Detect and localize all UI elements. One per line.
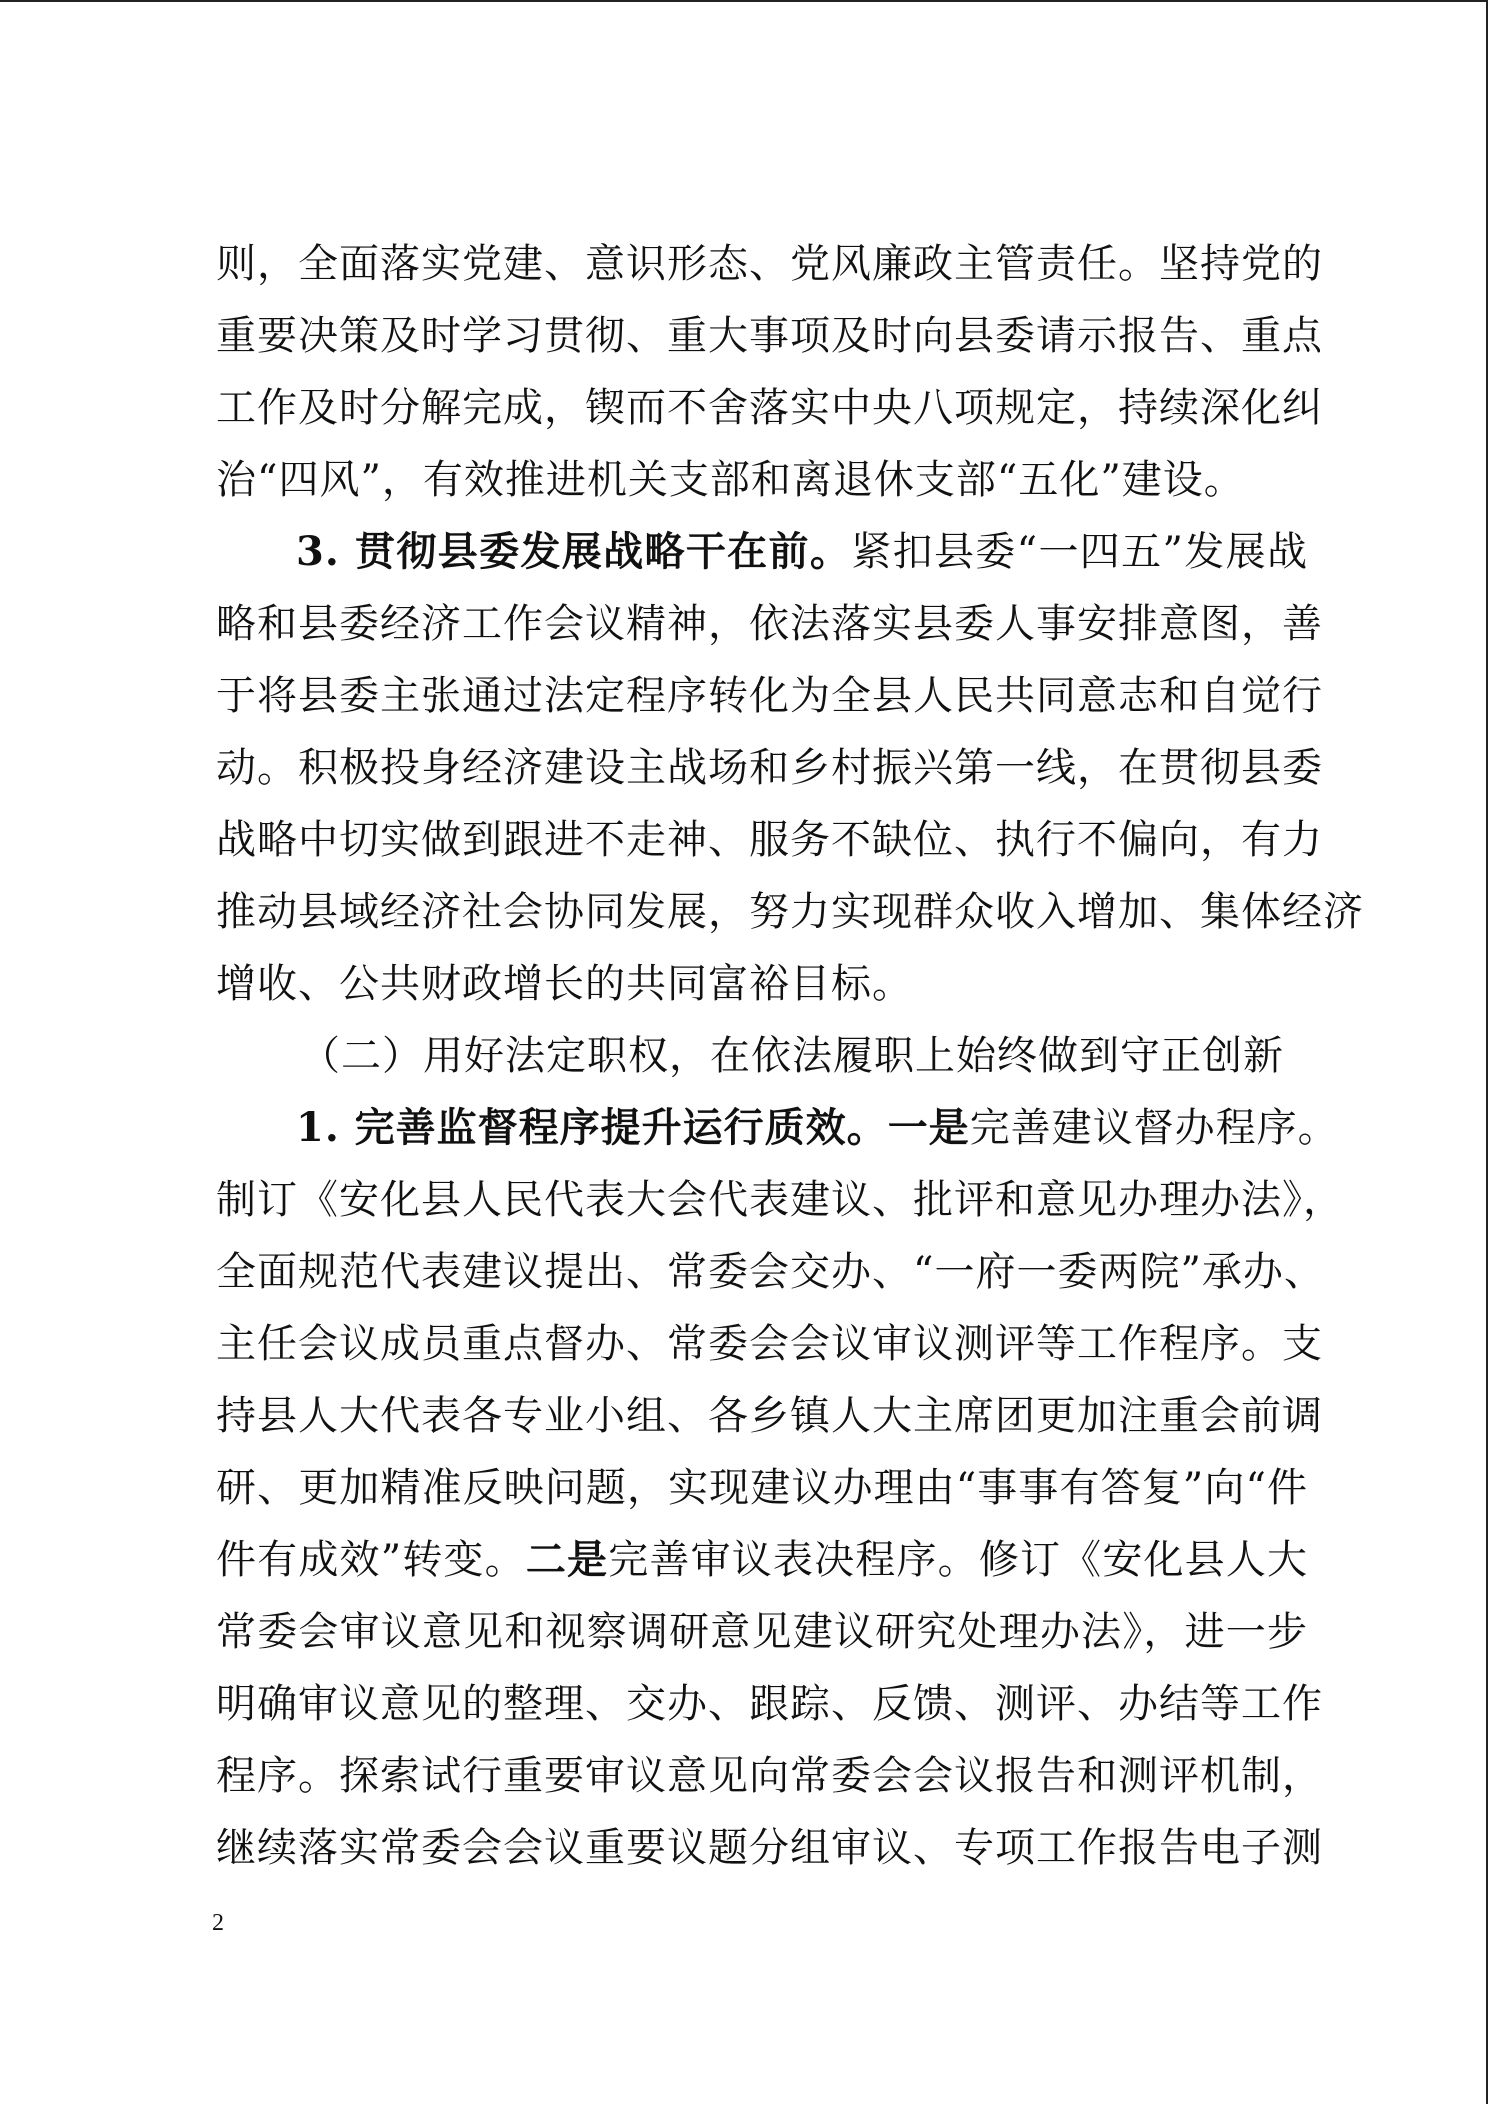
section-heading: （二）用好法定职权，在依法履职上始终做到守正创新 [300,1033,1284,1079]
text-line: 推动县域经济社会协同发展，努力实现群众收入增加、集体经济 [216,889,1364,935]
text-line: 战略中切实做到跟进不走神、服务不缺位、执行不偏向，有力 [216,817,1323,863]
text-line: 常委会审议意见和视察调研意见建议研究处理办法》，进一步 [216,1609,1308,1655]
text-line: 全面规范代表建议提出、常委会交办、“一府一委两院”承办、 [216,1249,1325,1295]
text-line: 继续落实常委会会议重要议题分组审议、专项工作报告电子测 [216,1825,1323,1871]
text-line: 略和县委经济工作会议精神，依法落实县委人事安排意图，善 [216,601,1323,647]
enumeration-marker: 二是 [525,1536,609,1583]
text-line: 制订《安化县人民代表大会代表建议、批评和意见办理办法》， [216,1177,1344,1223]
paragraph-1 [216,228,1323,516]
text-line: 工作及时分解完成，锲而不舍落实中央八项规定，持续深化纠 [216,385,1323,431]
text-line: 主任会议成员重点督办、常委会会议审议测评等工作程序。支 [216,1321,1323,1367]
text-line: 于将县委主张通过法定程序转化为全县人民共同意志和自觉行 [216,673,1323,719]
text-line: 研、更加精准反映问题，实现建议办理由“事事有答复”向“件 [216,1465,1308,1511]
text-run: 完善建议督办程序。 [969,1105,1339,1151]
text-line: 治“四风”，有效推进机关支部和离退休支部“五化”建设。 [216,457,1245,503]
paragraph-3 [216,1092,1344,1884]
text-line: 动。积极投身经济建设主战场和乡村振兴第一线，在贯彻县委 [216,745,1323,791]
text-run: 完善审议表决程序。修订《安化县人大 [608,1537,1309,1583]
text-line: 持县人大代表各专业小组、各乡镇人大主席团更加注重会前调 [216,1393,1323,1439]
text-line: 增收、公共财政增长的共同富裕目标。 [216,961,913,1007]
paragraph-lead-line [216,1092,1339,1164]
text-line: 则，全面落实党建、意识形态、党风廉政主管责任。坚持党的 [216,241,1323,287]
text-line-mixed [216,1524,1308,1596]
page-number: 2 [212,1910,224,1936]
text-line: 明确审议意见的整理、交办、跟踪、反馈、测评、办结等工作 [216,1681,1323,1727]
enumeration-marker: 一是 [887,1104,970,1151]
text-run: 件有成效”转变。 [216,1537,526,1583]
text-line: 程序。探索试行重要审议意见向常委会会议报告和测评机制， [216,1753,1323,1799]
text-line: 重要决策及时学习贯彻、重大事项及时向县委请示报告、重点 [216,313,1323,359]
paragraph-lead-line [216,516,1308,588]
subsection-title: 1. 完善监督程序提升运行质效。 [296,1104,888,1151]
paragraph-2 [216,516,1364,1020]
document-body [216,228,1364,1884]
text-run: 紧扣县委“一四五”发展战 [851,529,1309,575]
subsection-title: 3. 贯彻县委发展战略干在前。 [296,528,852,575]
